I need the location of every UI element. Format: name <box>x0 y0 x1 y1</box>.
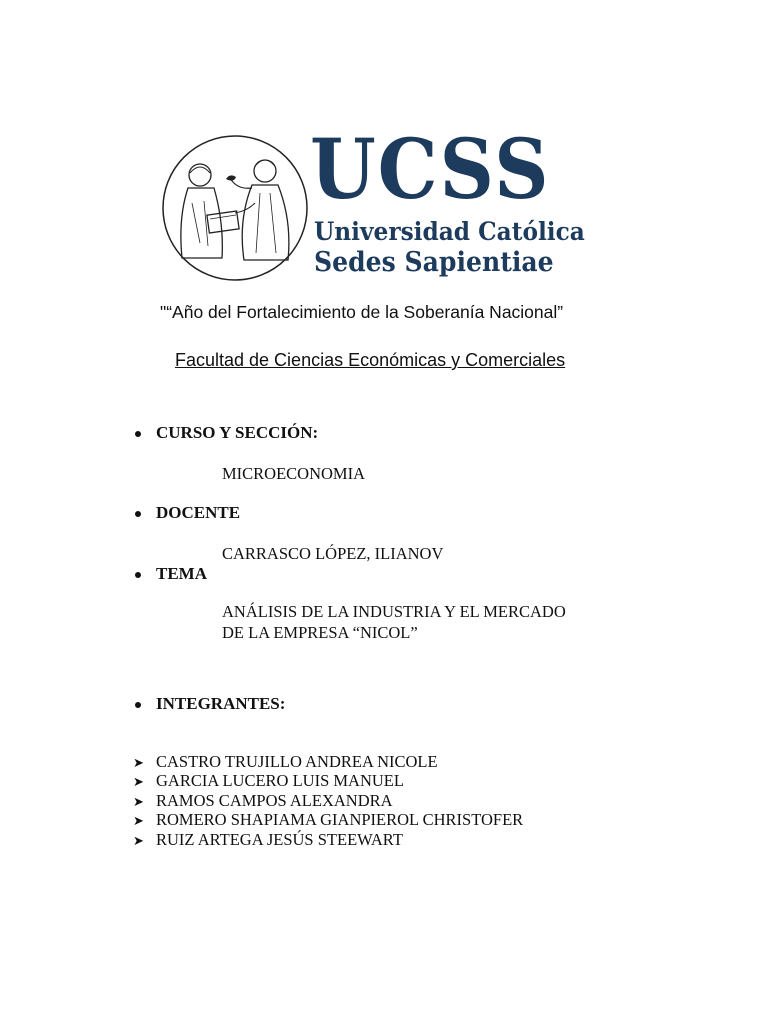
arrow-bullet-icon: ➤ <box>133 833 144 848</box>
arrow-bullet-icon: ➤ <box>133 794 144 809</box>
bullet-icon <box>135 572 141 578</box>
tema-line1: ANÁLISIS DE LA INDUSTRIA Y EL MERCADO <box>222 602 566 621</box>
arrow-bullet-icon: ➤ <box>133 813 144 828</box>
arrow-bullet-icon: ➤ <box>133 774 144 789</box>
list-item: RAMOS CAMPOS ALEXANDRA <box>156 791 393 810</box>
bullet-icon <box>135 431 141 437</box>
curso-value: MICROECONOMIA <box>222 464 366 483</box>
year-slogan: "“Año del Fortalecimiento de la Soberanía Nacional” <box>160 302 564 322</box>
bullet-icon <box>135 511 141 517</box>
integrantes-label: INTEGRANTES: <box>156 694 286 713</box>
list-item: ROMERO SHAPIAMA GIANPIEROL CHRISTOFER <box>156 810 524 829</box>
list-item: GARCIA LUCERO LUIS MANUEL <box>156 771 404 790</box>
faculty-title: Facultad de Ciencias Económicas y Comerciales <box>175 350 566 370</box>
list-item: CASTRO TRUJILLO ANDREA NICOLE <box>156 752 438 771</box>
arrow-bullet-icon: ➤ <box>133 755 144 770</box>
tema-line2: DE LA EMPRESA “NICOL” <box>222 623 418 642</box>
list-item: RUIZ ARTEGA JESÚS STEEWART <box>156 830 403 849</box>
brand-name: UCSS <box>310 122 551 218</box>
curso-label: CURSO Y SECCIÓN: <box>156 423 319 442</box>
docente-label: DOCENTE <box>156 503 241 522</box>
university-seal-icon <box>160 133 310 283</box>
university-logo <box>160 122 585 283</box>
university-name-line1: Universidad Católica <box>314 217 585 246</box>
tema-label: TEMA <box>156 564 207 583</box>
university-name-line2: Sedes Sapientiae <box>314 247 554 278</box>
docente-value: CARRASCO LÓPEZ, ILIANOV <box>222 544 444 563</box>
bullet-icon <box>135 702 141 708</box>
